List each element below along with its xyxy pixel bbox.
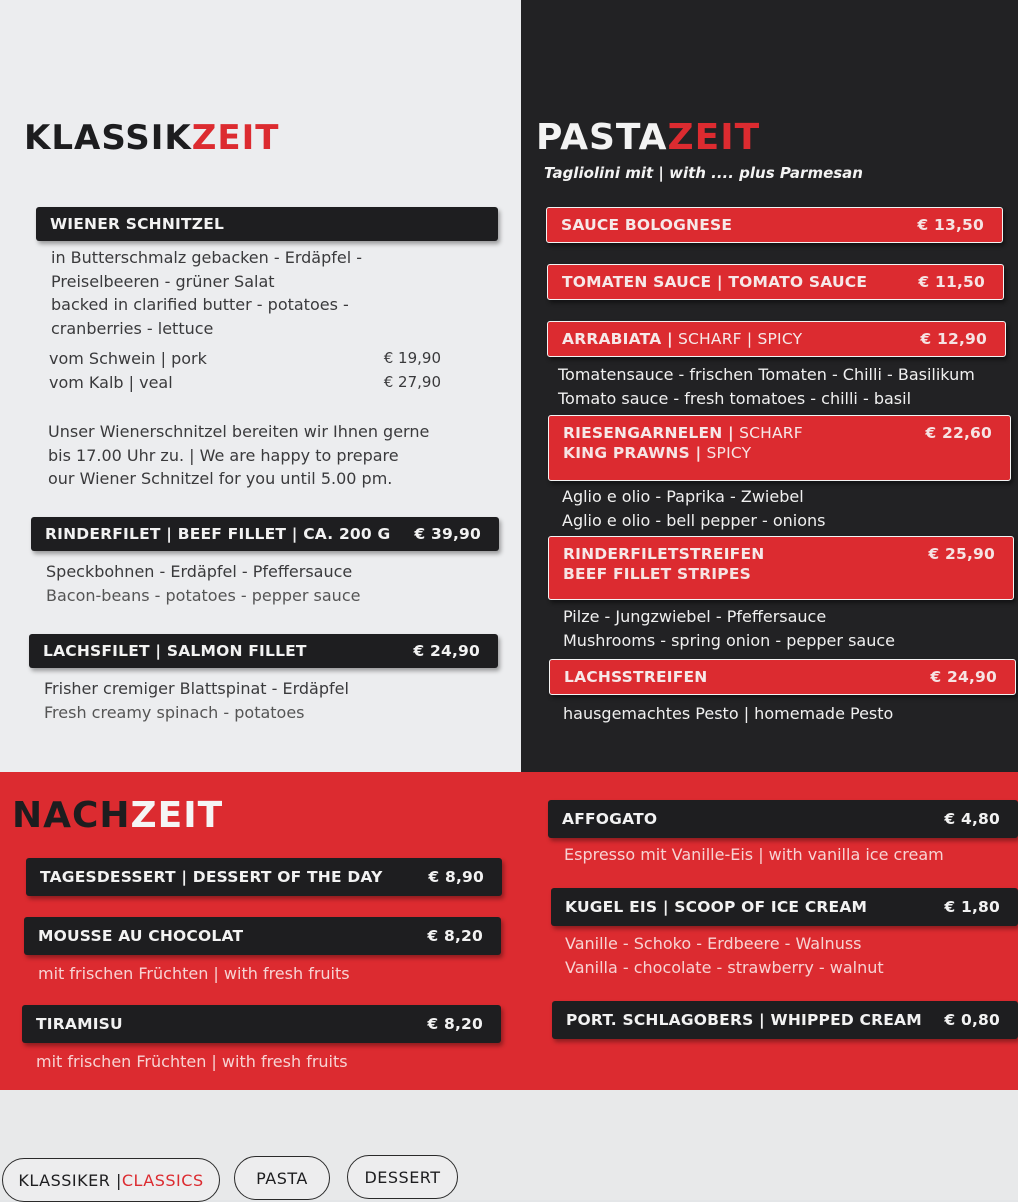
- desc-line: Speckbohnen - Erdäpfel - Pfeffersauce: [46, 562, 353, 581]
- item-price: € 11,50: [918, 273, 985, 291]
- item-title-en: KING PRAWNS |: [563, 444, 702, 462]
- rinderfilet-bar: [31, 517, 499, 551]
- lachsfilet-description: [44, 677, 349, 724]
- item-price: € 4,80: [944, 810, 1000, 828]
- item-price: € 22,60: [925, 424, 992, 442]
- pasta-lachs-bar: [549, 659, 1016, 695]
- item-price: € 24,90: [413, 642, 480, 660]
- desc-line: Bacon-beans - potatoes - pepper sauce: [46, 585, 361, 605]
- tab-classics[interactable]: [2, 1158, 220, 1202]
- item-title: RINDERFILETSTREIFEN: [563, 545, 765, 563]
- heading-accent: ZEIT: [191, 118, 280, 158]
- pasta-heading: [536, 118, 760, 158]
- note-line: Unser Wienerschnitzel bereiten wir Ihnen gerne: [48, 422, 430, 441]
- desc-line: Pilze - Jungzwiebel - Pfeffersauce: [563, 607, 827, 626]
- beef-stripes-description: [563, 605, 895, 652]
- item-price: € 8,20: [427, 927, 483, 945]
- pasta-subtitle: Tagliolini mit | with .... plus Parmesan: [544, 164, 863, 182]
- ice-cream-bar: [551, 888, 1018, 926]
- desc-line: Preiselbeeren - grüner Salat: [51, 271, 275, 291]
- mousse-bar: [24, 917, 501, 955]
- item-title: WIENER SCHNITZEL: [50, 215, 225, 233]
- desc-line: Aglio e olio - Paprika - Zwiebel: [562, 487, 804, 506]
- item-title: MOUSSE AU CHOCOLAT: [38, 927, 244, 945]
- item-title: LACHSFILET | SALMON FILLET: [43, 642, 307, 660]
- pasta-bolognese-bar: [546, 207, 1003, 243]
- schnitzel-note: [48, 420, 429, 491]
- item-title: TOMATEN SAUCE | TOMATO SAUCE: [562, 273, 868, 291]
- desc-line: Frisher cremiger Blattspinat - Erdäpfel: [44, 679, 349, 698]
- option-price: € 27,90: [383, 372, 441, 391]
- item-title: RIESENGARNELEN |: [563, 424, 734, 442]
- pasta-prawns-bar: [548, 415, 1011, 481]
- item-spice-label: SCHARF | SPICY: [672, 330, 803, 348]
- prawns-description: [562, 485, 826, 532]
- lachsfilet-bar: [29, 634, 498, 668]
- item-price: € 25,90: [928, 545, 995, 563]
- item-title: TIRAMISU: [36, 1015, 123, 1033]
- tiramisu-bar: [22, 1005, 501, 1043]
- nach-heading: [12, 796, 223, 836]
- note-line: our Wiener Schnitzel for you until 5.00 pm.: [48, 469, 393, 488]
- desc-line: hausgemachtes Pesto | homemade Pesto: [563, 704, 894, 723]
- item-title: KUGEL EIS | SCOOP OF ICE CREAM: [565, 898, 868, 916]
- rinderfilet-description: [46, 560, 360, 607]
- desc-line: Fresh creamy spinach - potatoes: [44, 702, 305, 722]
- option-pork: [49, 347, 441, 371]
- item-title-en: BEEF FILLET STRIPES: [563, 565, 751, 583]
- item-price: € 12,90: [920, 330, 987, 348]
- tab-pasta[interactable]: [234, 1156, 330, 1200]
- heading-accent: ZEIT: [667, 117, 761, 158]
- schnitzel-options: [49, 347, 441, 394]
- desc-line: Tomatensauce - frischen Tomaten - Chilli - Basilikum: [558, 365, 975, 384]
- item-spice-label: SCHARF: [733, 424, 803, 442]
- desc-line: Espresso mit Vanille-Eis | with vanilla ice cream: [564, 845, 944, 864]
- desc-line: in Butterschmalz gebacken - Erdäpfel -: [51, 248, 363, 267]
- affogato-bar: [548, 800, 1018, 838]
- option-label: vom Kalb | veal: [49, 372, 173, 392]
- heading-accent: ZEIT: [130, 795, 224, 836]
- schnitzel-bar: [36, 207, 498, 241]
- option-veal: [49, 371, 441, 395]
- ice-cream-description: [565, 932, 884, 979]
- desc-line: Mushrooms - spring onion - pepper sauce: [563, 630, 895, 650]
- item-title: SAUCE BOLOGNESE: [561, 216, 733, 234]
- item-title: AFFOGATO: [562, 810, 658, 828]
- option-label: vom Schwein | pork: [49, 349, 207, 368]
- tab-label-accent: CLASSICS: [121, 1170, 204, 1190]
- item-price: € 8,20: [427, 1015, 483, 1033]
- lachs-description: [563, 702, 893, 726]
- item-title: LACHSSTREIFEN: [564, 668, 708, 686]
- desc-line: Tomato sauce - fresh tomatoes - chilli - basil: [558, 388, 912, 408]
- item-price: € 24,90: [930, 668, 997, 686]
- tab-label: DESSERT: [364, 1167, 441, 1187]
- tab-label: PASTA: [256, 1168, 308, 1188]
- item-title: PORT. SCHLAGOBERS | WHIPPED CREAM: [566, 1011, 922, 1029]
- tab-label: KLASSIKER |: [18, 1170, 122, 1190]
- desc-line: backed in clarified butter - potatoes -: [51, 295, 349, 314]
- whipped-cream-bar: [552, 1001, 1018, 1039]
- note-line: bis 17.00 Uhr zu. | We are happy to prepare: [48, 445, 399, 465]
- arrabiata-description: [558, 363, 975, 410]
- item-title: ARRABIATA |: [562, 330, 673, 348]
- mousse-description: mit frischen Früchten | with fresh fruits: [38, 964, 350, 983]
- desc-line: Aglio e olio - bell pepper - onions: [562, 510, 826, 530]
- item-price: € 39,90: [414, 525, 481, 543]
- heading-main: NACH: [12, 795, 131, 836]
- item-title: TAGESDESSERT | DESSERT OF THE DAY: [40, 868, 383, 886]
- desc-line: cranberries - lettuce: [51, 318, 214, 338]
- tab-dessert[interactable]: [347, 1155, 458, 1199]
- pasta-beef-stripes-bar: [548, 536, 1014, 600]
- item-price: € 0,80: [944, 1011, 1000, 1029]
- desc-line: Vanille - Schoko - Erdbeere - Walnuss: [565, 934, 862, 953]
- affogato-description: [564, 843, 944, 867]
- item-title: RINDERFILET | BEEF FILLET | CA. 200 G: [45, 525, 391, 543]
- pasta-tomato-bar: [547, 264, 1004, 300]
- item-price: € 8,90: [428, 868, 484, 886]
- klassik-heading: [24, 118, 280, 158]
- heading-main: KLASSIK: [24, 118, 192, 158]
- pasta-arrabiata-bar: [547, 321, 1006, 357]
- item-price: € 13,50: [917, 216, 984, 234]
- tiramisu-description: mit frischen Früchten | with fresh fruits: [36, 1052, 348, 1071]
- dessert-of-day-bar: [26, 858, 502, 896]
- item-spice-label: SPICY: [701, 444, 752, 462]
- schnitzel-description: [51, 246, 362, 340]
- desc-line: Vanilla - chocolate - strawberry - walnut: [565, 957, 884, 977]
- option-price: € 19,90: [383, 349, 441, 367]
- heading-main: PASTA: [536, 117, 668, 158]
- item-price: € 1,80: [944, 898, 1000, 916]
